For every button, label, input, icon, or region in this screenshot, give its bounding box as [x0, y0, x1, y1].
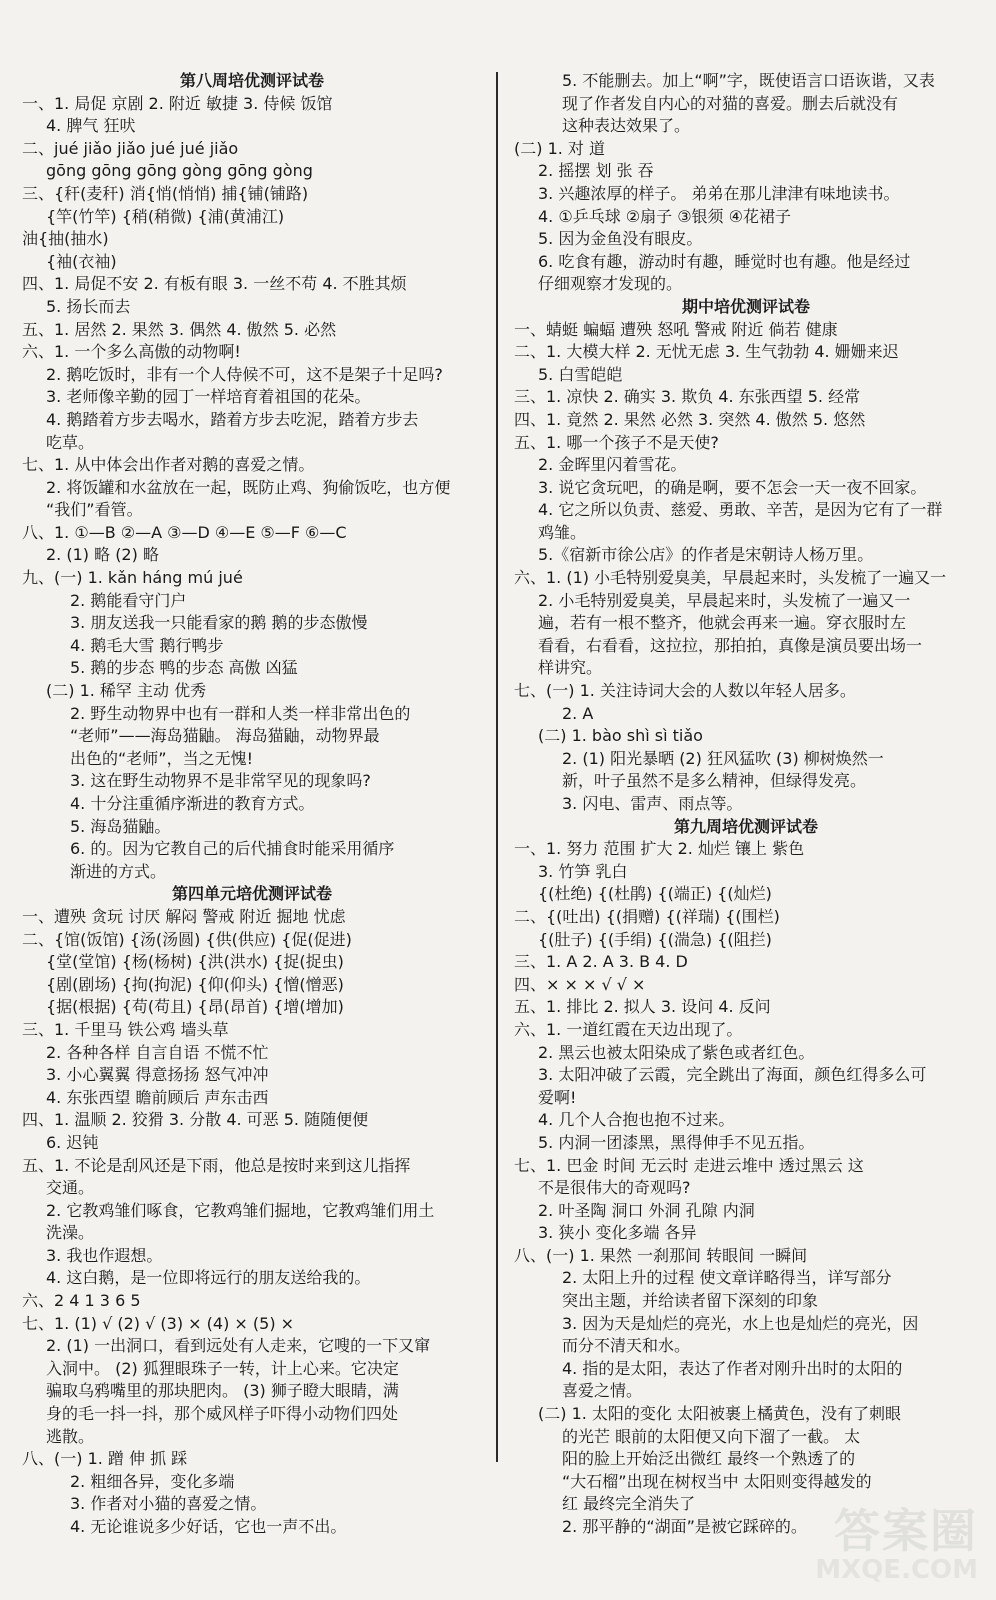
answer-line: 的光芒 眼前的太阳便又向下溜了一截。 太	[562, 1426, 861, 1446]
answer-line: (二) 1. 太阳的变化 太阳被裹上橘黄色，没有了刺眼	[538, 1404, 902, 1424]
answer-line: 3. 说它贪玩吧，的确是啊，要不怎会一天一夜不回家。	[538, 477, 927, 497]
answer-line: 新，叶子虽然不是多么精神，但绿得发亮。	[562, 771, 867, 791]
answer-line: 六、1. 一道红霞在天边出现了。	[514, 1019, 743, 1039]
answer-line: 5. 鹅的步态 鸭的步态 高傲 凶猛	[70, 658, 298, 678]
answer-line: 2. 它教鸡雏们啄食，它教鸡雏们掘地，它教鸡雏们用土	[46, 1200, 435, 1220]
answer-line: 6. 的。因为它教自己的后代捕食时能采用循序	[70, 839, 395, 859]
answer-line: 逃散。	[46, 1426, 95, 1446]
answer-line: 3. 太阳冲破了云霞，完全跳出了海面，颜色红得多么可	[538, 1065, 927, 1085]
answer-line: 样讲究。	[538, 658, 603, 678]
answer-line: 六、1. 一个多么高傲的动物啊!	[22, 342, 241, 362]
answer-line: 4. 十分注重循序渐进的教育方式。	[70, 794, 315, 813]
answer-line: {(肚子) {(手绢) {(湍急) {(阻拦)	[538, 929, 772, 949]
answer-line: 2. 太阳上升的过程 使文章详略得当，详写部分	[562, 1268, 892, 1288]
answer-line: 3. 竹笋 乳白	[538, 861, 628, 881]
answer-line: 3. 朋友送我一只能看家的鹅 鹅的步态傲慢	[70, 613, 368, 633]
answer-line: 九、(一) 1. kǎn háng mú jué	[22, 568, 243, 588]
answer-line: 2. (1) 阳光暴晒 (2) 狂风猛吹 (3) 柳树焕然一	[562, 748, 884, 768]
answer-line: 2. (1) 略 (2) 略	[46, 545, 159, 565]
answer-line: gōng gōng gōng gòng gōng gòng	[46, 161, 313, 181]
answer-line: 2. 摇摆 划 张 吞	[538, 161, 654, 181]
answer-line: 三、{秆(麦秆) 消{悄(悄悄) 捕{铺(铺路)	[22, 183, 309, 203]
answer-line: 八、(一) 1. 果然 一刹那间 转眼间 一瞬间	[514, 1245, 808, 1265]
answer-line: 骗取乌鸦嘴里的那块肥肉。 (3) 狮子瞪大眼睛，满	[46, 1381, 399, 1401]
answer-line: 2. (1) 一出洞口，看到远处有人走来，它嗖的一下又窜	[46, 1336, 431, 1356]
watermark-sub-text: MXQE.COM	[815, 1555, 978, 1585]
answer-line: 突出主题，并给读者留下深刻的印象	[562, 1291, 819, 1311]
column-divider	[496, 72, 498, 1462]
section-title: 第八周培优测评试卷	[179, 71, 324, 90]
answer-line: 喜爱之情。	[562, 1381, 643, 1401]
answer-line: 3. 老师像辛勤的园丁一样培育着祖国的花朵。	[46, 387, 371, 407]
answer-line: 身的毛一抖一抖，那个威风样子吓得小动物们四处	[46, 1404, 399, 1424]
answer-line: 2. 金晖里闪着雪花。	[538, 455, 687, 475]
section-title: 第四单元培优测评试卷	[171, 884, 332, 904]
answer-line: 不是很伟大的奇观吗?	[538, 1178, 691, 1198]
answer-line: 4. 脾气 狂吠	[46, 116, 136, 136]
answer-line: 五、1. 排比 2. 拟人 3. 设问 4. 反问	[514, 997, 771, 1017]
answer-line: 2. 野生动物界中也有一群和人类一样非常出色的	[70, 703, 411, 723]
answer-line: 2. 将饭罐和水盆放在一起，既防止鸡、狗偷饭吃，也方便	[46, 477, 451, 497]
answer-line: 渐进的方式。	[70, 861, 167, 881]
answer-line: 2. 小毛特别爱臭美，早晨起来时，头发梳了一遍又一	[538, 590, 911, 610]
answer-line: 4. 指的是太阳，表达了作者对刚升出时的太阳的	[562, 1358, 903, 1378]
answer-line: 5. 不能删去。加上“啊”字，既使语言口语诙谐，又表	[562, 71, 935, 90]
left-column	[22, 70, 482, 1539]
answer-line: 二、{(吐出) {(捐赠) {(祥瑞) {(围栏)	[514, 906, 780, 926]
answer-line: 油{抽(抽水)	[22, 229, 109, 249]
answer-line: 2. 各种各样 自言自语 不慌不忙	[46, 1042, 269, 1062]
section-title: 期中培优测评试卷	[681, 296, 810, 316]
answer-line: 入洞中。 (2) 狐狸眼珠子一转，计上心来。它决定	[46, 1358, 399, 1378]
answer-line: 现了作者发自内心的对猫的喜爱。删去后就没有	[562, 93, 899, 113]
answer-line: 三、1. A 2. A 3. B 4. D	[514, 952, 688, 972]
answer-line: 四、× × × √ √ ×	[514, 974, 646, 994]
answer-line: 五、1. 居然 2. 果然 3. 偶然 4. 傲然 5. 必然	[22, 319, 337, 339]
answer-line: 2. 鹅能看守门户	[70, 590, 187, 610]
answer-line: 4. 几个人合抱也抱不过来。	[538, 1110, 735, 1130]
answer-line: 2. 粗细各异，变化多端	[70, 1471, 235, 1491]
answer-line: 4. 鹅毛大雪 鹅行鸭步	[70, 635, 224, 655]
answer-line: 爱啊!	[538, 1087, 577, 1107]
answer-line: 三、1. 凉快 2. 确实 3. 欺负 4. 东张西望 5. 经常	[514, 387, 861, 407]
answer-line: 二、{馆(饭馆) {汤(汤圆) {供(供应) {促(促进)	[22, 929, 352, 949]
answer-line: 6. 吃食有趣，游动时有趣，睡觉时也有趣。他是经过	[538, 251, 911, 271]
answer-line: 4. 东张西望 瞻前顾后 声东击西	[46, 1087, 269, 1107]
answer-line: 七、1. 从中体会出作者对鹅的喜爱之情。	[22, 455, 315, 475]
answer-line: (二) 1. bào shì sì tiǎo	[538, 726, 703, 746]
answer-line: 2. 黑云也被太阳染成了紫色或者红色。	[538, 1042, 815, 1062]
answer-line: 二、jué jiǎo jiǎo jué jué jiǎo	[22, 138, 239, 158]
answer-line: 4. 这白鹅，是一位即将远行的朋友送给我的。	[46, 1268, 371, 1288]
answer-line: 阳的脸上开始泛出微红 最终一个熟透了的	[562, 1449, 856, 1469]
answer-line: 四、1. 局促不安 2. 有板有眼 3. 一丝不苟 4. 不胜其烦	[22, 274, 407, 294]
answer-line: {剧(剧场) {拘(拘泥) {仰(仰头) {憎(憎恶)	[46, 974, 344, 994]
answer-line: 3. 作者对小猫的喜爱之情。	[70, 1494, 267, 1514]
answer-line: 洗澡。	[46, 1223, 95, 1243]
answer-line: 3. 闪电、雷声、雨点等。	[562, 794, 743, 813]
answer-line: 5. 海岛猫鼬。	[70, 816, 171, 836]
answer-line: 遍，若有一根不整齐，他就会再来一遍。穿衣服时左	[538, 613, 907, 633]
answer-line: 五、1. 不论是刮风还是下雨，他总是按时来到这儿指挥	[22, 1155, 411, 1175]
answer-line: 3. 兴趣浓厚的样子。 弟弟在那儿津津有味地读书。	[538, 183, 900, 203]
answer-line: 2. 叶圣陶 洞口 外洞 孔隙 内洞	[538, 1200, 755, 1220]
answer-line: 3. 小心翼翼 得意扬扬 怒气冲冲	[46, 1065, 269, 1085]
answer-line: {堂(堂馆) {杨(杨树) {洪(洪水) {捉(捉虫)	[46, 952, 344, 972]
answer-line: 吃草。	[46, 432, 95, 452]
answer-line: 2. 那平静的“湖面”是被它踩碎的。	[562, 1517, 807, 1536]
answer-line: 四、1. 竟然 2. 果然 必然 3. 突然 4. 傲然 5. 悠然	[514, 409, 866, 429]
answer-line: 一、1. 努力 范围 扩大 2. 灿烂 镶上 紫色	[514, 839, 805, 859]
answer-line: 六、1. (1) 小毛特别爱臭美，早晨起来时，头发梳了一遍又一	[514, 568, 947, 588]
answer-line: 七、(一) 1. 关注诗词大会的人数以年轻人居多。	[514, 681, 856, 701]
section-title: 第九周培优测评试卷	[673, 816, 818, 836]
answer-line: 一、遭殃 贪玩 讨厌 解闷 警戒 附近 掘地 忧虑	[22, 906, 346, 926]
answer-line: (二) 1. 对 道	[514, 138, 606, 158]
watermark-main-text: 答案圈	[834, 1504, 978, 1558]
answer-line: 3. 狭小 变化多端 各异	[538, 1223, 697, 1243]
answer-line: 5.《宿新市徐公店》的作者是宋朝诗人杨万里。	[538, 545, 874, 565]
answer-line: 八、1. ①—B ②—A ③—D ④—E ⑤—F ⑥—C	[22, 522, 347, 542]
answer-line: 5. 扬长而去	[46, 296, 131, 316]
answer-line: “我们”看管。	[46, 500, 143, 520]
answer-line: 3. 这在野生动物界不是非常罕见的现象吗?	[70, 771, 371, 791]
answer-line: 四、1. 温顺 2. 狡猾 3. 分散 4. 可恶 5. 随随便便	[22, 1110, 369, 1130]
answer-line: 3. 因为天是灿烂的亮光，水上也是灿烂的亮光，因	[562, 1313, 919, 1333]
answer-line: 二、1. 大模大样 2. 无忧无虑 3. 生气勃勃 4. 姗姗来迟	[514, 342, 899, 362]
answer-line: 5. 因为金鱼没有眼皮。	[538, 229, 703, 249]
watermark-logo	[808, 1506, 978, 1586]
answer-line: 交通。	[46, 1178, 95, 1198]
answer-line: 五、1. 哪一个孩子不是天使?	[514, 432, 719, 452]
answer-line: 这种表达效果了。	[562, 116, 691, 136]
answer-line: 4. 鹅踏着方步去喝水，踏着方步去吃泥，踏着方步去	[46, 409, 419, 429]
answer-line: 八、(一) 1. 蹭 伸 抓 踩	[22, 1449, 188, 1469]
answer-line: 而分不清天和水。	[562, 1336, 691, 1356]
answer-line: 5. 白雪皑皑	[538, 364, 623, 384]
answer-line: 七、1. 巴金 时间 无云时 走进云堆中 透过黑云 这	[514, 1155, 864, 1175]
answer-line: (二) 1. 稀罕 主动 优秀	[46, 681, 207, 701]
answer-line: 一、蜻蜓 蝙蝠 遭殃 怒吼 警戒 附近 倘若 健康	[514, 319, 838, 339]
answer-line: {(杜绝) {(杜鹃) {(端正) {(灿烂)	[538, 884, 772, 904]
answer-line: 3. 我也作遐想。	[46, 1245, 163, 1265]
answer-line: 6. 迟钝	[46, 1132, 99, 1152]
answer-line: 三、1. 千里马 铁公鸡 墙头草	[22, 1019, 229, 1039]
answer-line: 5. 内洞一团漆黑，黑得伸手不见五指。	[538, 1132, 815, 1152]
answer-line: 看看，右看看，这拉拉，那拍拍，真像是演员要出场一	[538, 635, 923, 655]
answer-line: 2. 鹅吃饭时，非有一个人侍候不可，这不是架子十足吗?	[46, 364, 443, 384]
answer-line: {据(根据) {苟(苟且) {昂(昂首) {增(增加)	[46, 997, 344, 1017]
answer-line: 出色的“老师”，当之无愧!	[70, 748, 253, 768]
answer-line: 4. 无论谁说多少好话，它也一声不出。	[70, 1517, 347, 1536]
answer-line: 六、2 4 1 3 6 5	[22, 1291, 141, 1311]
answer-line: {竿(竹竿) {稍(稍微) {浦(黄浦江)	[46, 206, 285, 226]
answer-line: 4. 它之所以负责、慈爱、勇敢、辛苦，是因为它有了一群	[538, 500, 943, 520]
answer-line: 一、1. 局促 京剧 2. 附近 敏捷 3. 侍候 饭馆	[22, 93, 333, 113]
answer-line: “老师”——海岛猫鼬。 海岛猫鼬，动物界最	[70, 726, 380, 746]
answer-line: “大石榴”出现在树杈当中 太阳则变得越发的	[562, 1471, 872, 1491]
answer-line: 2. A	[562, 703, 594, 723]
answer-line: 七、1. (1) √ (2) √ (3) × (4) × (5) ×	[22, 1313, 295, 1333]
answer-line: 4. ①乒乓球 ②扇子 ③银须 ④花裙子	[538, 206, 791, 226]
answer-line: 仔细观察才发现的。	[538, 274, 683, 294]
right-column	[514, 70, 978, 1539]
answer-line: 鸡雏。	[538, 522, 587, 542]
answer-line: {袖(衣袖)	[46, 251, 117, 271]
answer-line: 红 最终完全消失了	[562, 1494, 696, 1514]
